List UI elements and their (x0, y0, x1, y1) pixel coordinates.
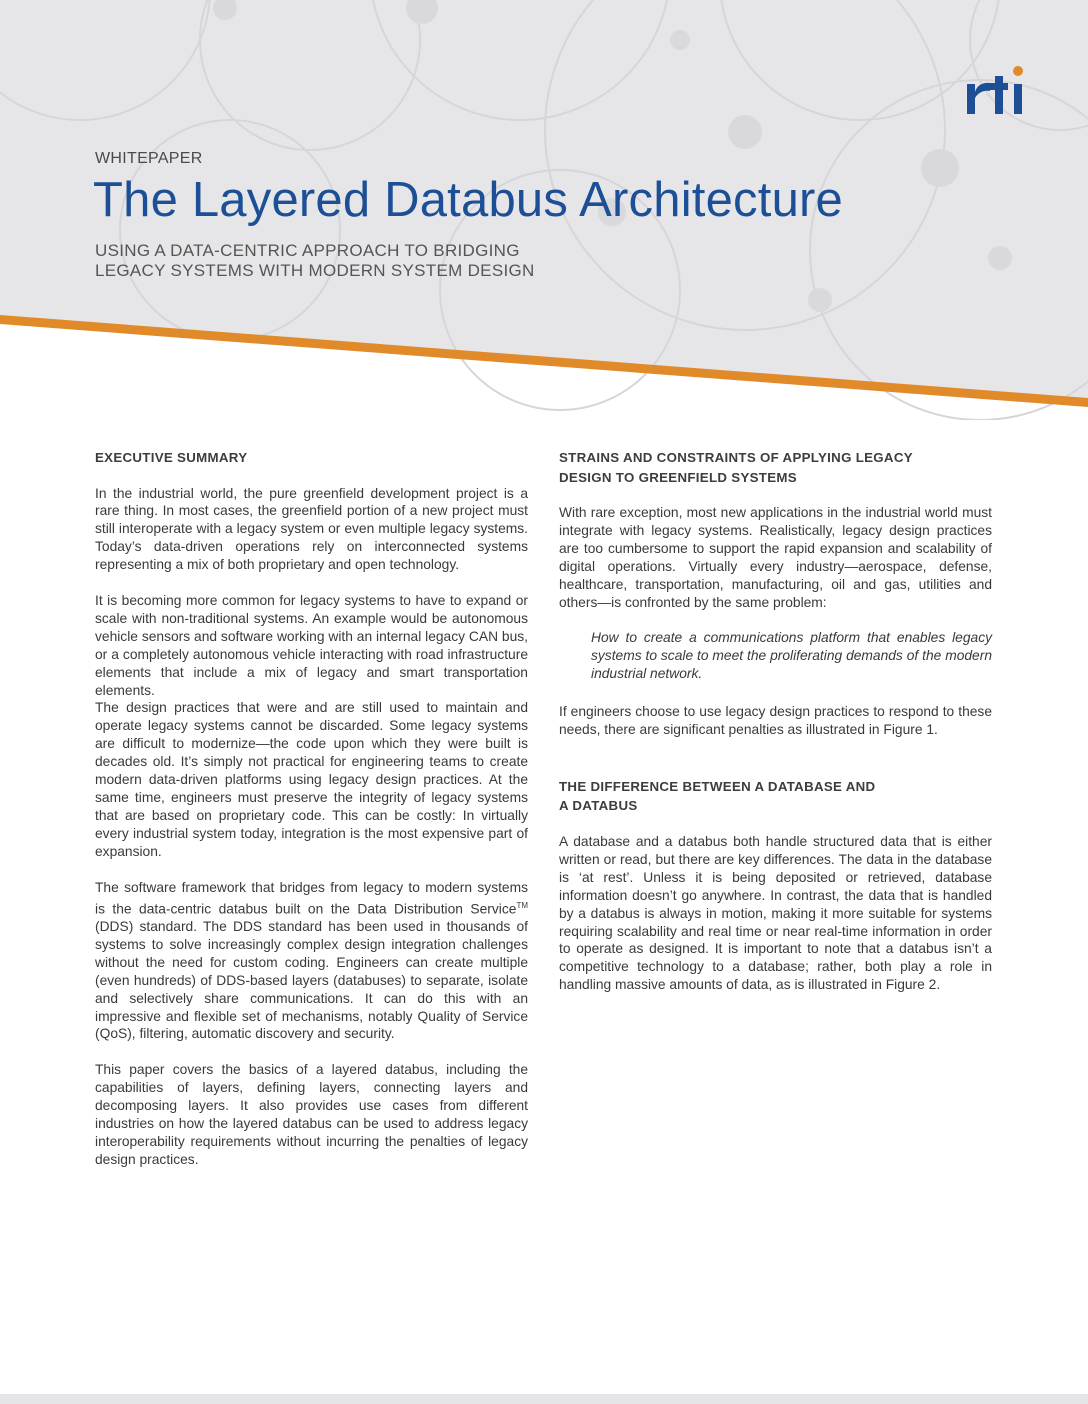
paragraph-text: (DDS) standard. The DDS standard has been used in thousands of systems to solve increasingly complex design integration challenges without the need for custom coding. Engineers can create multiple (even hundreds) of DDS-based layers (databuses) to separate, isolate and selectively share communications. It can do this with an impressive and flexible set of mechanisms, notably Quality of Service (QoS), filtering, automatic discovery and security. (95, 919, 528, 1042)
paragraph: With rare exception, most new applications in the industrial world must integrate with legacy systems. Realistically, legacy design practices are too cumbersome to support the rapid expansion and scalability of digital operations. Virtually every industry—aerospace, defense, healthcare, transportation, manufacturing, oil and gas, utilities and others—is confronted by the same problem: (559, 505, 992, 610)
paragraph-text: The software framework that bridges from legacy to modern systems is the data-centric databus built on the Data Distribution Service (95, 879, 528, 917)
right-column (559, 448, 992, 1012)
pull-quote: How to create a communications platform that enables legacy systems to scale to meet the proliferating demands of the modern industrial network. (591, 630, 992, 682)
paragraph: This paper covers the basics of a layered databus, including the capabilities of layers, defining layers, connecting layers and decomposing layers. It also provides use cases from different industries on how the layered databus can be used to address legacy interoperability requirements without incurring the penalties of legacy design practices. (95, 1062, 528, 1167)
rti-logo (964, 62, 1028, 118)
section-heading-database-vs-databus (559, 777, 992, 816)
left-column (95, 448, 528, 1187)
trademark-symbol: TM (516, 900, 528, 910)
page-subtitle (95, 241, 695, 281)
subtitle-line: LEGACY SYSTEMS WITH MODERN SYSTEM DESIGN (95, 261, 535, 280)
document-type-label: WHITEPAPER (95, 150, 203, 167)
paragraph-dds (95, 879, 528, 1044)
footer-band (0, 1394, 1088, 1404)
heading-line: STRAINS AND CONSTRAINTS OF APPLYING LEGACY (559, 450, 913, 465)
paragraph: It is becoming more common for legacy systems to have to expand or scale with non-traditional systems. An example would be autonomous vehicle sensors and software working with an internal legacy CAN bus, or a completely autonomous vehicle interacting with road infrastructure elements that include a mix of legacy and smart transportation elements. (95, 593, 528, 698)
section-heading-strains-and-constraints (559, 448, 992, 487)
section-heading-executive-summary: EXECUTIVE SUMMARY (95, 450, 248, 465)
paragraph: The design practices that were and are still used to maintain and operate legacy systems cannot be discarded. Some legacy systems are difficult to modernize—the code upon which they were built is decades old. It’s simply not practical for engineering teams to create modern data-driven platforms using legacy design practices. At the same time, engineers must preserve the integrity of legacy systems that are based on proprietary code. This can be costly: In virtually every industrial system today, integration is the most expensive part of expansion. (95, 700, 528, 859)
heading-line: A DATABUS (559, 798, 638, 814)
paragraph: If engineers choose to use legacy design practices to respond to these needs, there are significant penalties as illustrated in Figure 1. (559, 704, 992, 738)
paragraph: A database and a databus both handle structured data that is either written or read, but there are key differences. The data in the database is ‘at rest’. Unless it is being deposited or retrieved, database information doesn’t go anywhere. In contrast, the data that is handled by a databus is always in motion, making it more suitable for systems requiring scalability and real time or near real-time information in order to operate as designed. It is important to note that a databus isn’t a competitive technology to a database; rather, both play a role in handling massive amounts of data, as is illustrated in Figure 2. (559, 833, 992, 993)
svg-text:rti: rti (964, 117, 965, 118)
heading-line: THE DIFFERENCE BETWEEN A DATABASE AND (559, 778, 876, 794)
subtitle-line: USING A DATA-CENTRIC APPROACH TO BRIDGING (95, 241, 520, 260)
paragraph: In the industrial world, the pure greenfield development project is a rare thing. In most cases, the greenfield portion of a new project must still interoperate with a legacy system or even multiple legacy systems. Today’s data-driven operations rely on interconnected systems representing a mix of both proprietary and open technology. (95, 485, 528, 573)
page-title: The Layered Databus Architecture (93, 173, 843, 227)
heading-line: DESIGN TO GREENFIELD SYSTEMS (559, 469, 797, 485)
